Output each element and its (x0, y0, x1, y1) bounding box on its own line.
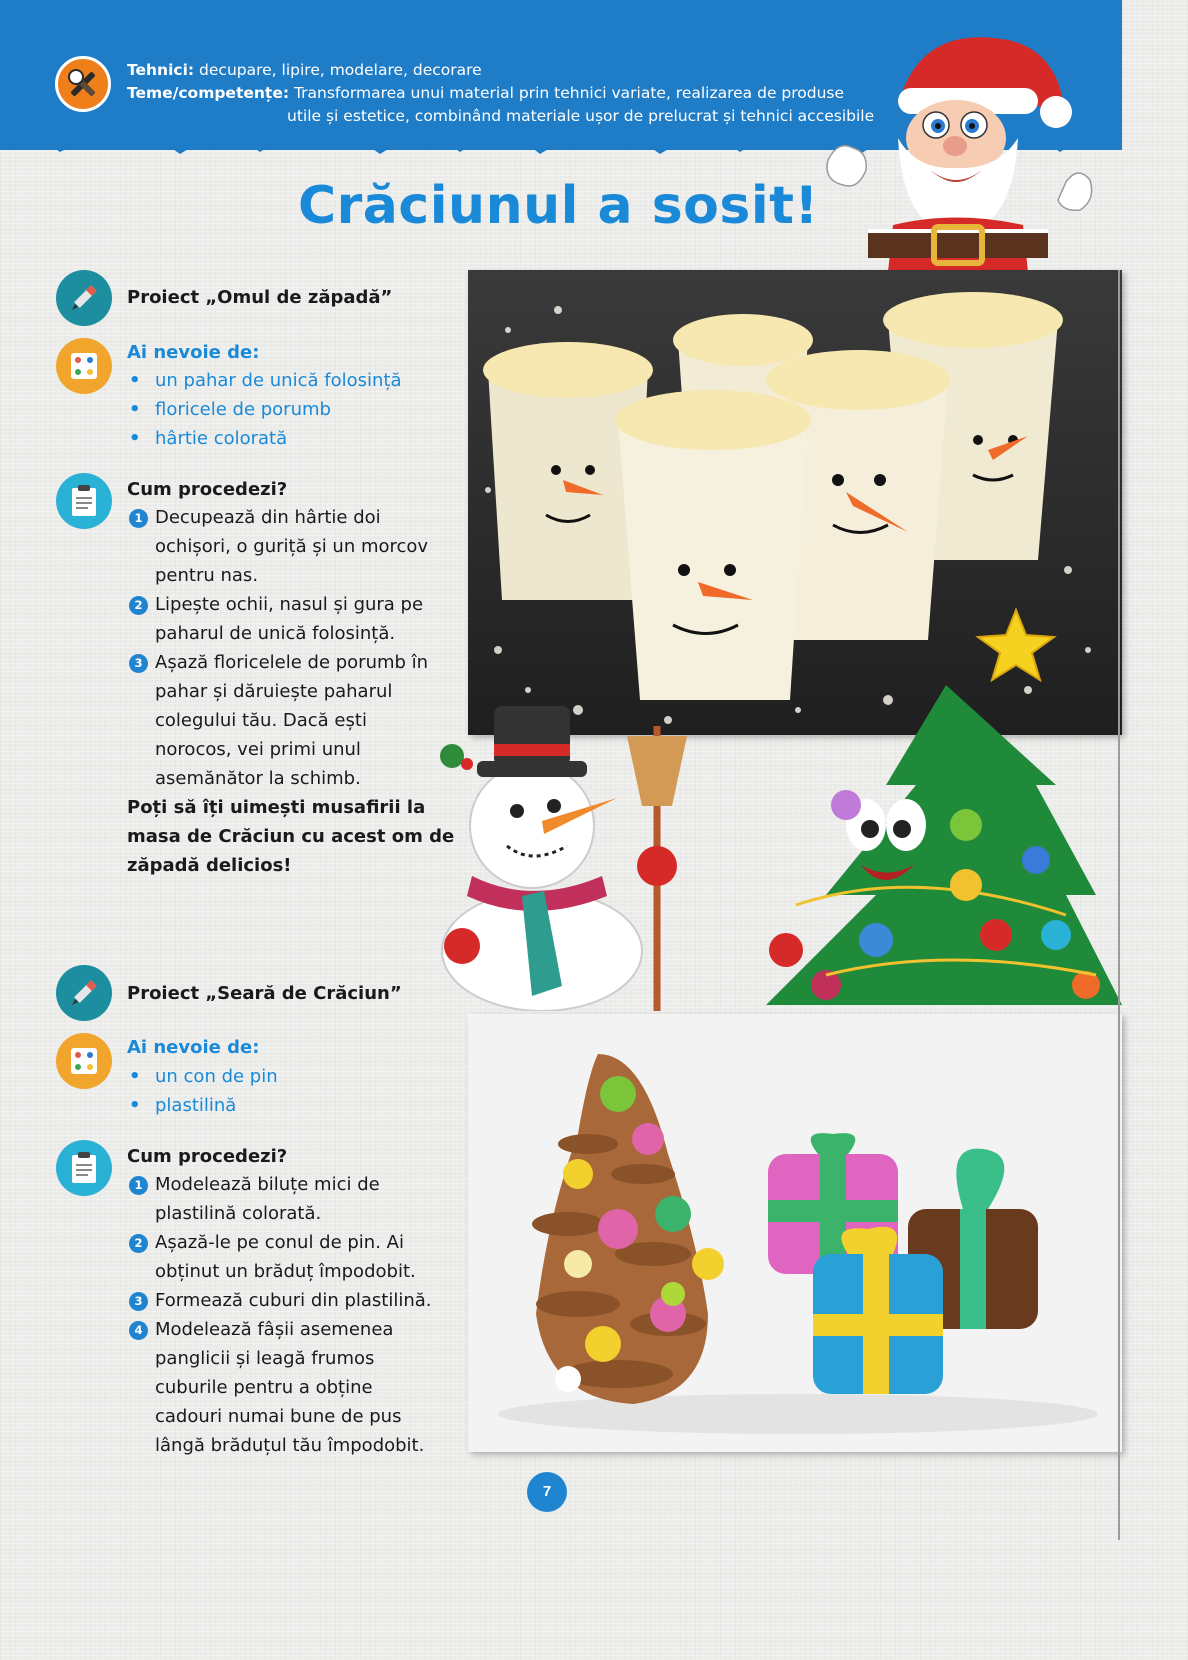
step-number: 3 (129, 1292, 148, 1311)
project1-steps-heading: Cum procedezi? (127, 479, 288, 500)
step-number: 2 (129, 596, 148, 615)
step-number: 4 (129, 1321, 148, 1340)
list-item: • hârtie colorată (127, 424, 401, 453)
step-item: 2 Așază-le pe conul de pin. Ai obținut un brăduț împodobit. (127, 1228, 462, 1286)
pinecone-gifts-photo (468, 1014, 1122, 1452)
step-item: 1 Decupează din hârtie doi ochișori, o guriță și un morcov pentru nas. (127, 503, 457, 590)
list-item: • un con de pin (127, 1062, 278, 1091)
list-item: • un pahar de unică folosință (127, 366, 401, 395)
themes-label: Teme/competențe: (127, 84, 290, 102)
project2-needs-heading: Ai nevoie de: (127, 1037, 260, 1058)
project1-heading: Proiect „Omul de zăpadă” (127, 287, 393, 308)
step-number: 3 (129, 654, 148, 673)
project2-heading: Proiect „Seară de Crăciun” (127, 983, 402, 1004)
step-number: 1 (129, 509, 148, 528)
step-item: 2 Lipește ochii, nasul și gura pe paharul de unică folosință. (127, 590, 457, 648)
paint-palette-icon (56, 1033, 112, 1089)
list-item: • floricele de porumb (127, 395, 401, 424)
project1-needs-list (127, 366, 401, 453)
right-margin-rule (1118, 270, 1120, 1540)
step-number: 2 (129, 1234, 148, 1253)
step-item: 3 Formează cuburi din plastilină. (127, 1286, 462, 1315)
step-item: 1 Modelează biluțe mici de plastilină colorată. (127, 1170, 462, 1228)
step-item: 3 Așază floricelele de porumb în pahar și dăruiește paharul colegului tău. Dacă ești norocos, vei primi unul asemănător la schimb. (127, 648, 457, 793)
themes-line-2: utile și estetice, combinând materiale ușor de prelucrat și tehnici accesibile (287, 107, 875, 125)
paint-palette-icon (56, 338, 112, 394)
project1-needs-heading: Ai nevoie de: (127, 342, 260, 363)
tools-icon (55, 56, 111, 112)
pencil-icon (56, 965, 112, 1021)
step-number: 1 (129, 1176, 148, 1195)
project1-steps (127, 503, 457, 793)
project2-needs-list (127, 1062, 278, 1120)
list-item: • plastilină (127, 1091, 278, 1120)
header-techniques (127, 59, 482, 82)
project2-steps (127, 1170, 462, 1460)
page-title: Crăciunul a sosit! (298, 176, 819, 236)
techniques-label: Tehnici: (127, 61, 195, 79)
clipboard-icon (56, 473, 112, 529)
project1-closing: Poți să îți uimești musafirii la masa de Crăciun cu acest om de zăpadă delicios! (127, 797, 455, 876)
santa-illustration (808, 20, 1098, 272)
project2-steps-heading: Cum procedezi? (127, 1146, 288, 1167)
themes-line-1: Transformarea unui material prin tehnici variate, realizarea de produse (293, 84, 845, 102)
clipboard-icon (56, 1140, 112, 1196)
techniques-value: decupare, lipire, modelare, decorare (199, 61, 482, 79)
header-themes (127, 82, 844, 105)
page-number: 7 (527, 1472, 567, 1512)
snowman-illustration (432, 706, 712, 1011)
pencil-icon (56, 270, 112, 326)
step-item: 4 Modelează fâșii asemenea panglicii și leagă frumos cuburile pentru a obține cadouri numai bune de pus lângă brăduțul tău împodobit. (127, 1315, 462, 1460)
christmas-tree-illustration (766, 605, 1122, 1010)
